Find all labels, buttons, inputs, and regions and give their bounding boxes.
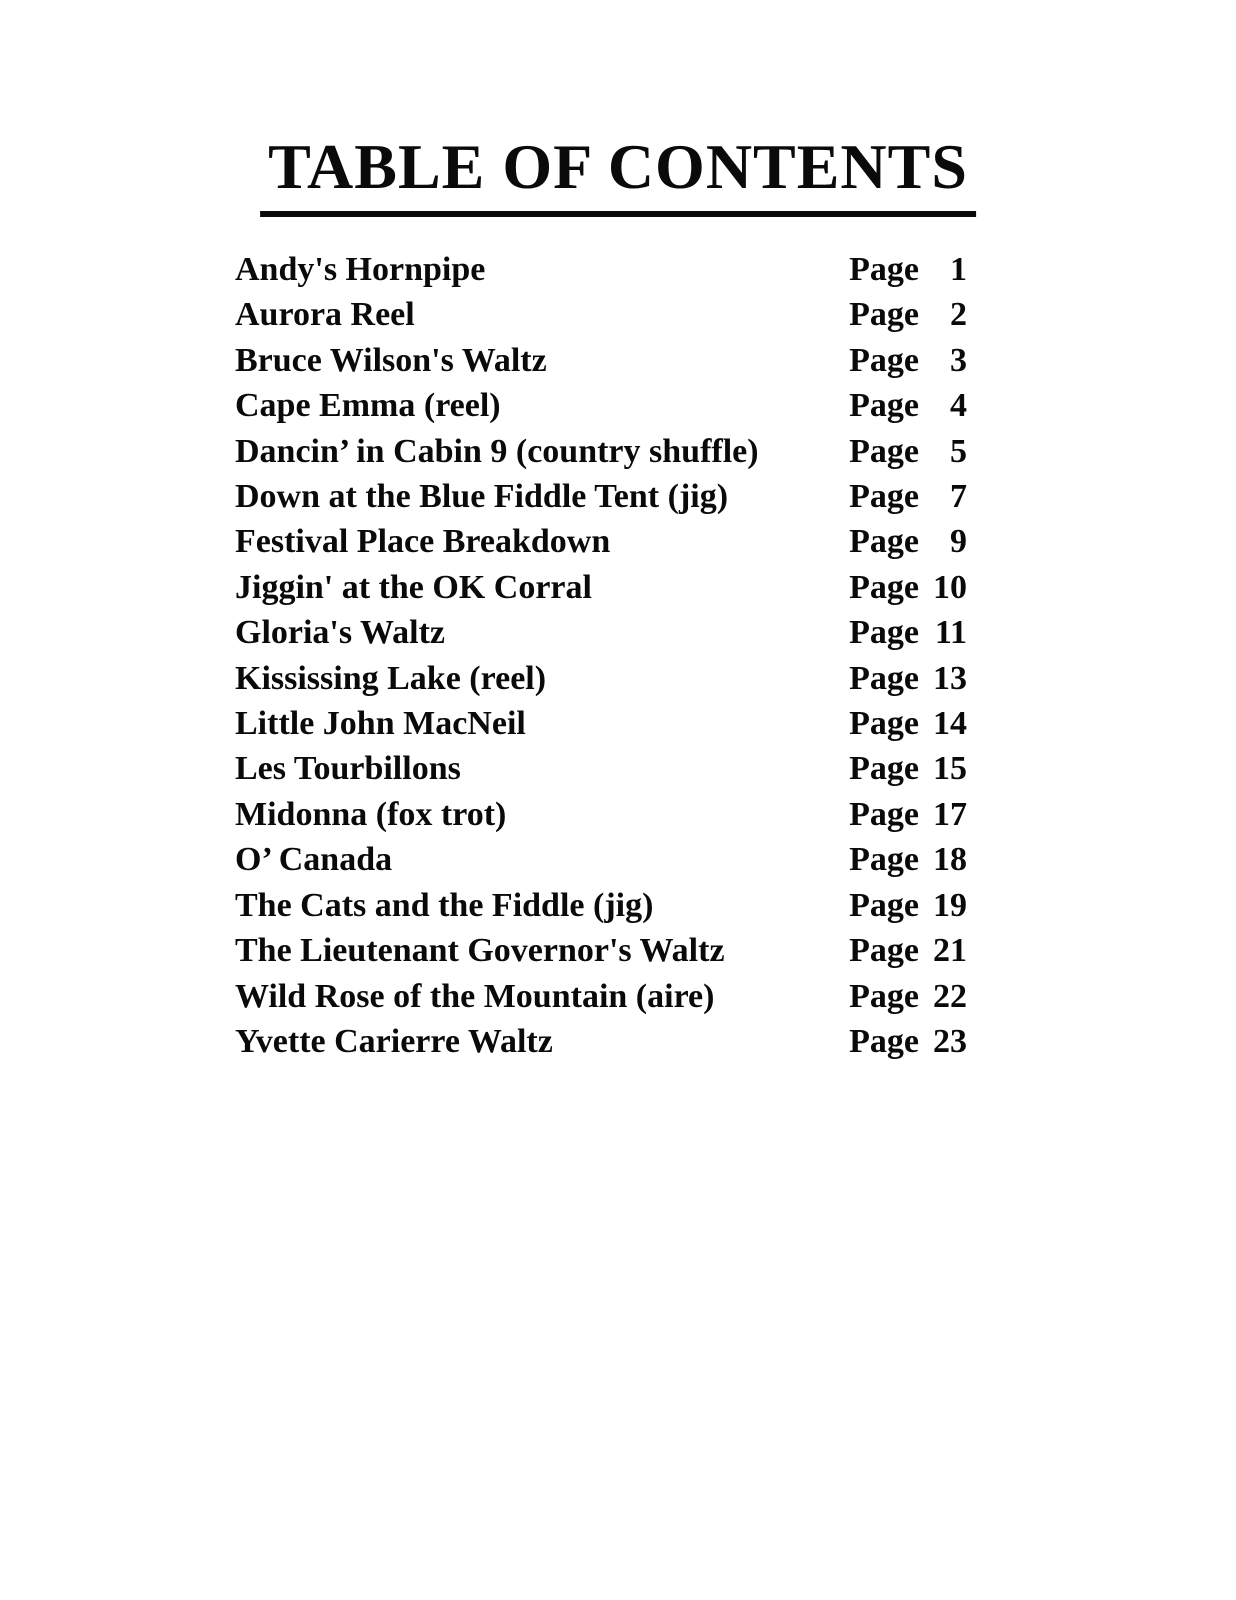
toc-entry: [235, 610, 967, 655]
page-number: 1: [950, 251, 967, 288]
page-word-label: Page: [849, 659, 919, 697]
tune-title: O’ Canada: [235, 841, 393, 879]
toc-entry: [235, 565, 967, 610]
page-word-label: Page: [849, 750, 919, 788]
page-word-label: Page: [849, 705, 919, 743]
toc-entry: [235, 519, 967, 564]
tune-title: Aurora Reel: [235, 296, 415, 334]
page-word-label: Page: [849, 523, 919, 561]
toc-entry: [235, 928, 967, 973]
page-title: TABLE OF CONTENTS: [260, 130, 976, 217]
page-word-label: Page: [849, 341, 919, 379]
toc-entry: [235, 338, 967, 383]
tune-title: Midonna (fox trot): [235, 795, 507, 833]
toc-entry: [235, 746, 967, 791]
page-word-label: Page: [849, 977, 919, 1015]
page-number: 3: [950, 341, 967, 379]
tune-title: Wild Rose of the Mountain (aire): [235, 977, 715, 1015]
page-number: 4: [950, 387, 967, 425]
page-word-label: Page: [849, 886, 919, 924]
page-number: 14: [933, 705, 967, 743]
toc-entry: [235, 792, 967, 837]
tune-title: Cape Emma (reel): [235, 387, 501, 425]
toc-entry: [235, 974, 967, 1019]
toc-entry: [235, 1019, 967, 1064]
toc-entry: [235, 429, 967, 474]
page-number: 13: [933, 659, 967, 697]
page-number: 11: [934, 614, 967, 652]
page-number: 22: [933, 977, 967, 1015]
page-number: 23: [933, 1022, 967, 1060]
page-word-label: Page: [849, 251, 919, 288]
toc-entry: [235, 701, 967, 746]
page-number: 19: [933, 886, 967, 924]
toc-list: [235, 247, 967, 1064]
toc-entry: [235, 292, 967, 337]
tune-title: Yvette Carierre Waltz: [235, 1022, 553, 1060]
page-number: 21: [933, 932, 967, 970]
tune-title: The Cats and the Fiddle (jig): [235, 886, 654, 924]
tune-title: Jiggin' at the OK Corral: [235, 568, 592, 606]
tune-title: Kississing Lake (reel): [235, 659, 547, 697]
page-number: 5: [950, 432, 967, 470]
page-word-label: Page: [849, 932, 919, 970]
page-word-label: Page: [849, 387, 919, 425]
page-word-label: Page: [849, 1022, 919, 1060]
page-word-label: Page: [849, 478, 919, 516]
tune-title: Festival Place Breakdown: [235, 523, 611, 561]
tune-title: Gloria's Waltz: [235, 614, 445, 652]
toc-entry: [235, 656, 967, 701]
toc-entry: [235, 247, 967, 292]
tune-title: The Lieutenant Governor's Waltz: [235, 932, 725, 970]
page-number: 15: [933, 750, 967, 788]
tune-title: Little John MacNeil: [235, 705, 526, 743]
page-number: 9: [950, 523, 967, 561]
toc-entry: [235, 883, 967, 928]
page-number: 18: [933, 841, 967, 879]
page-word-label: Page: [849, 296, 919, 334]
page-word-label: Page: [849, 841, 919, 879]
page-word-label: Page: [849, 432, 919, 470]
tune-title: Dancin’ in Cabin 9 (country shuffle): [235, 432, 759, 470]
toc-entry: [235, 837, 967, 882]
toc-entry: [235, 474, 967, 519]
tune-title: Bruce Wilson's Waltz: [235, 341, 547, 379]
page-word-label: Page: [849, 568, 919, 606]
tune-title: Andy's Hornpipe: [235, 251, 486, 288]
page-number: 10: [933, 568, 967, 606]
page-word-label: Page: [849, 614, 919, 652]
page-number: 7: [950, 478, 967, 516]
page-number: 17: [933, 795, 967, 833]
page-word-label: Page: [849, 795, 919, 833]
toc-entry: [235, 383, 967, 428]
page-number: 2: [950, 296, 967, 334]
tune-title: Down at the Blue Fiddle Tent (jig): [235, 478, 729, 516]
tune-title: Les Tourbillons: [235, 750, 461, 788]
